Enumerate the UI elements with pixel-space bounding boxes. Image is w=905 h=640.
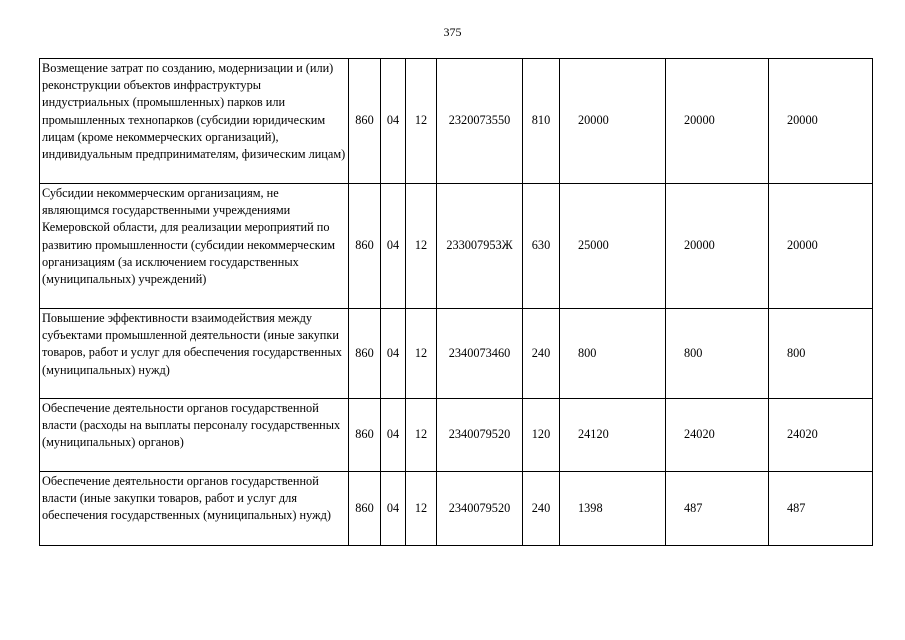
amount-year-1: 24120 bbox=[560, 399, 666, 472]
amount-year-2: 800 bbox=[666, 309, 769, 399]
expense-type-code: 810 bbox=[523, 59, 560, 184]
ministry-code: 860 bbox=[349, 184, 381, 309]
expense-type-code: 120 bbox=[523, 399, 560, 472]
table-row bbox=[40, 472, 873, 546]
amount-year-2: 487 bbox=[666, 472, 769, 546]
budget-table bbox=[39, 58, 873, 546]
row-description: Возмещение затрат по созданию, модернизации и (или) реконструкции объектов инфраструктуры индустриальных (промышленных) парков или промышленных технопарков (субсидии юридическим лицам (кроме некоммерческих организаций), индивидуальным предпринимателям, физическим лицам) bbox=[40, 59, 349, 184]
row-description: Субсидии некоммерческим организациям, не являющимся государственными учреждениями Кемеровской области, для реализации мероприятий по развитию промышленности (субсидии некоммерческим организациям (за исключением государственных (муниципальных) учреждений) bbox=[40, 184, 349, 309]
amount-year-2: 20000 bbox=[666, 59, 769, 184]
row-description: Повышение эффективности взаимодействия между субъектами промышленной деятельности (иные закупки товаров, работ и услуг для обеспечения государственных (муниципальных) нужд) bbox=[40, 309, 349, 399]
expense-type-code: 240 bbox=[523, 309, 560, 399]
target-article-code: 2340079520 bbox=[437, 399, 523, 472]
ministry-code: 860 bbox=[349, 59, 381, 184]
page-number: 375 bbox=[443, 25, 462, 39]
expense-type-code: 240 bbox=[523, 472, 560, 546]
amount-year-3: 20000 bbox=[769, 184, 873, 309]
ministry-code: 860 bbox=[349, 309, 381, 399]
subsection-code: 12 bbox=[406, 59, 437, 184]
expense-type-code: 630 bbox=[523, 184, 560, 309]
target-article-code: 2340079520 bbox=[437, 472, 523, 546]
section-code: 04 bbox=[381, 309, 406, 399]
amount-year-1: 800 bbox=[560, 309, 666, 399]
ministry-code: 860 bbox=[349, 472, 381, 546]
target-article-code: 2320073550 bbox=[437, 59, 523, 184]
ministry-code: 860 bbox=[349, 399, 381, 472]
section-code: 04 bbox=[381, 184, 406, 309]
amount-year-3: 487 bbox=[769, 472, 873, 546]
target-article-code: 2340073460 bbox=[437, 309, 523, 399]
amount-year-3: 800 bbox=[769, 309, 873, 399]
amount-year-3: 24020 bbox=[769, 399, 873, 472]
table-row bbox=[40, 309, 873, 399]
table-row bbox=[40, 59, 873, 184]
section-code: 04 bbox=[381, 399, 406, 472]
amount-year-1: 25000 bbox=[560, 184, 666, 309]
amount-year-2: 24020 bbox=[666, 399, 769, 472]
section-code: 04 bbox=[381, 472, 406, 546]
table-row bbox=[40, 184, 873, 309]
section-code: 04 bbox=[381, 59, 406, 184]
amount-year-1: 1398 bbox=[560, 472, 666, 546]
subsection-code: 12 bbox=[406, 184, 437, 309]
row-description: Обеспечение деятельности органов государственной власти (иные закупки товаров, работ и услуг для обеспечения государственных (муниципальных) нужд) bbox=[40, 472, 349, 546]
amount-year-3: 20000 bbox=[769, 59, 873, 184]
subsection-code: 12 bbox=[406, 472, 437, 546]
target-article-code: 233007953Ж bbox=[437, 184, 523, 309]
amount-year-2: 20000 bbox=[666, 184, 769, 309]
row-description: Обеспечение деятельности органов государственной власти (расходы на выплаты персоналу государственных (муниципальных) органов) bbox=[40, 399, 349, 472]
amount-year-1: 20000 bbox=[560, 59, 666, 184]
subsection-code: 12 bbox=[406, 309, 437, 399]
table-row bbox=[40, 399, 873, 472]
subsection-code: 12 bbox=[406, 399, 437, 472]
